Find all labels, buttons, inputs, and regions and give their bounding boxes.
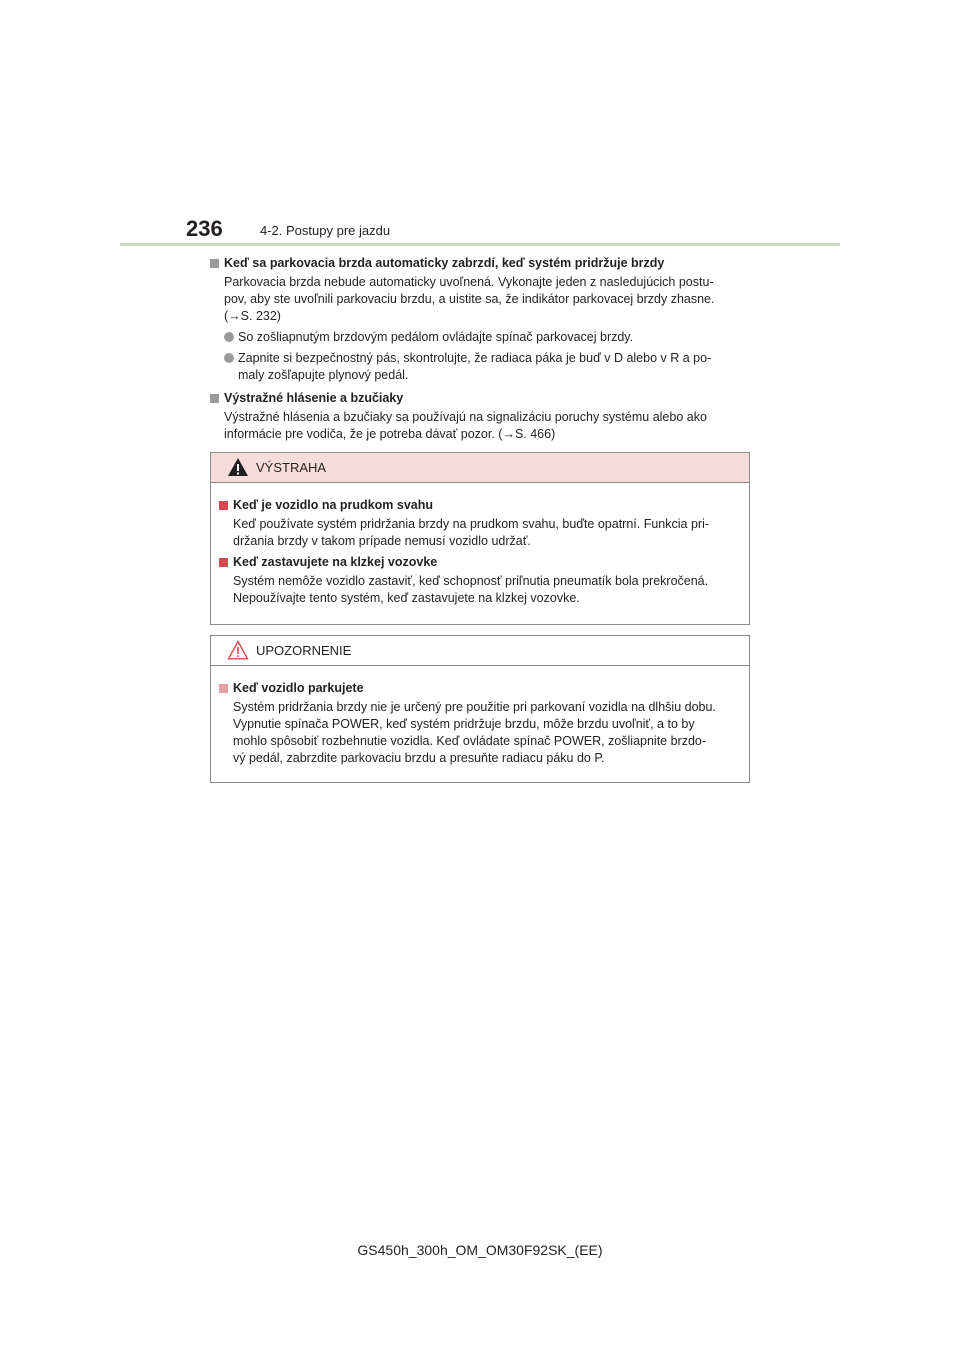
- warning-box-header: [211, 453, 749, 483]
- circle-bullet-icon: [224, 332, 234, 342]
- warning-label: VÝSTRAHA: [256, 460, 327, 475]
- page-reference-link[interactable]: informácie pre vodiča, že je potreba dávať pozor. (→S. 466): [224, 427, 556, 441]
- warning-heading: Keď zastavujete na klzkej vozovke: [219, 554, 741, 571]
- paragraph: Keď používate systém pridržania brzdy na prudkom svahu, buďte opatrní. Funkcia pri- držania brzdy v takom prípade nemusí vozidlo udržať.: [233, 517, 710, 548]
- list-item: Zapnite si bezpečnostný pás, skontrolujte, že radiaca páka je buď v D alebo v R a po- maly zošľapujte plynový pedál.: [224, 350, 752, 384]
- warning-box-body: [211, 483, 749, 619]
- section-heading: Výstražné hlásenie a bzučiaky: [210, 390, 752, 407]
- paragraph: Výstražné hlásenia a bzučiaky sa používajú na signalizáciu poruchy systému alebo ako informácie pre vodiča, že je potreba dávať pozor. (→S. 466): [224, 409, 752, 443]
- square-bullet-icon: [219, 501, 228, 510]
- circle-bullet-icon: [224, 353, 234, 363]
- list-item: So zošliapnutým brzdovým pedálom ovládajte spínač parkovacej brzdy.: [224, 329, 752, 346]
- section-title: 4-2. Postupy pre jazdu: [260, 223, 391, 238]
- notice-box: [210, 635, 750, 783]
- square-bullet-icon: [219, 558, 228, 567]
- main-content: [210, 255, 752, 443]
- notice-box-body: [211, 666, 749, 779]
- square-bullet-icon: [210, 394, 219, 403]
- warning-heading: Keď je vozidlo na prudkom svahu: [219, 497, 741, 514]
- caution-triangle-icon: [227, 640, 249, 660]
- warning-triangle-icon: [227, 457, 249, 477]
- header-divider: [120, 243, 840, 246]
- page-header: [120, 216, 840, 246]
- document-code: GS450h_300h_OM_OM30F92SK_(EE): [357, 1242, 603, 1258]
- warning-box: [210, 452, 750, 625]
- notice-label: UPOZORNENIE: [256, 643, 352, 658]
- page-number: 236: [186, 216, 223, 241]
- notice-box-header: [211, 636, 749, 666]
- paragraph: Systém pridržania brzdy nie je určený pre použitie pri parkovaní vozidla na dlhšiu dobu. Vypnutie spínača POWER, keď systém pridržuje brzdu, môže brzdu uvoľniť, a to by mohlo spôsobiť rozbehnutie vozidla. Keď ovládate spínač POWER, zošliapnite brzdo- vý pedál, zabrzdite parkovaciu brzdu a presuňte radiacu páku do P.: [233, 700, 716, 765]
- page-reference-link[interactable]: (→S. 232): [224, 309, 281, 323]
- paragraph: Parkovacia brzda nebude automaticky uvoľnená. Vykonajte jeden z nasledujúcich postu- pov, aby ste uvoľnili parkovaciu brzdu, a uistite sa, že indikátor parkovacej brzdy zhasne. (→S. 232): [224, 274, 752, 325]
- notice-heading: Keď vozidlo parkujete: [219, 680, 741, 697]
- paragraph: Systém nemôže vozidlo zastaviť, keď schopnosť priľnutia pneumatík bola prekročená. Nepoužívajte tento systém, keď zastavujete na klzkej vozovke.: [233, 574, 709, 605]
- section-heading: Keď sa parkovacia brzda automaticky zabrzdí, keď systém pridržuje brzdy: [210, 255, 752, 272]
- square-bullet-icon: [219, 684, 228, 693]
- square-bullet-icon: [210, 259, 219, 268]
